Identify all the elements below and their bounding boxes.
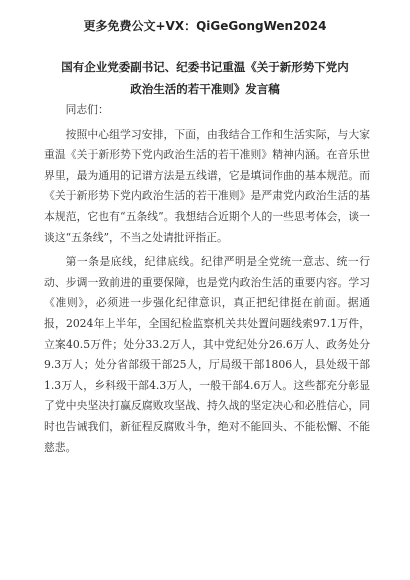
document-title-line-1: 国有企业党委副书记、纪委书记重温《关于新形势下党内: [61, 60, 349, 74]
paragraph-1: 按照中心组学习安排，下面，由我结合工作和生活实际，与大家重温《关于新形势下党内政治生活的若干准则》精神内涵。在音乐世界里，最为通用的记谱方法是五线谱，它是填词作曲的基本规范。而《关于新形势下党内政治生活的若干准则》是严肃党内政治生活的基本规范，它也有“五条线”。我想结合近期个人的一些思考体会，谈一谈这“五条线”，不当之处请批评指正。: [44, 127, 370, 244]
document-title: [20, 56, 390, 100]
document-title-line-2: 政治生活的若干准则》发言稿: [130, 82, 280, 96]
paragraph-2: 第一条是底线，纪律底线。纪律严明是全党统一意志、统一行动、步调一致前进的重要保障，也是党内政治生活的重要内容。学习《准则》，必须进一步强化纪律意识，真正把纪律挺在前面。据通报，2024年上半年，全国纪检监察机关共处置问题线索97.1万件，立案40.5万件；处分33.2万人，其中党纪处分26.6万人、政务处分9.3万人；处分省部级干部25人，厅局级干部1806人，县处级干部1.3万人，乡科级干部4.3万人，一般干部4.6万人。这些都充分彰显了党中央坚决打赢反腐败攻坚战、持久战的坚定决心和必胜信心，同时也告诫我们，新征程反腐败斗争，绝对不能回头、不能松懈、不能慈悲。: [44, 255, 370, 454]
document-body: [44, 100, 370, 462]
greeting: 同志们：: [65, 103, 109, 116]
header-watermark-line: 更多免费公文+VX：QiGeGongWen2024: [83, 19, 327, 33]
